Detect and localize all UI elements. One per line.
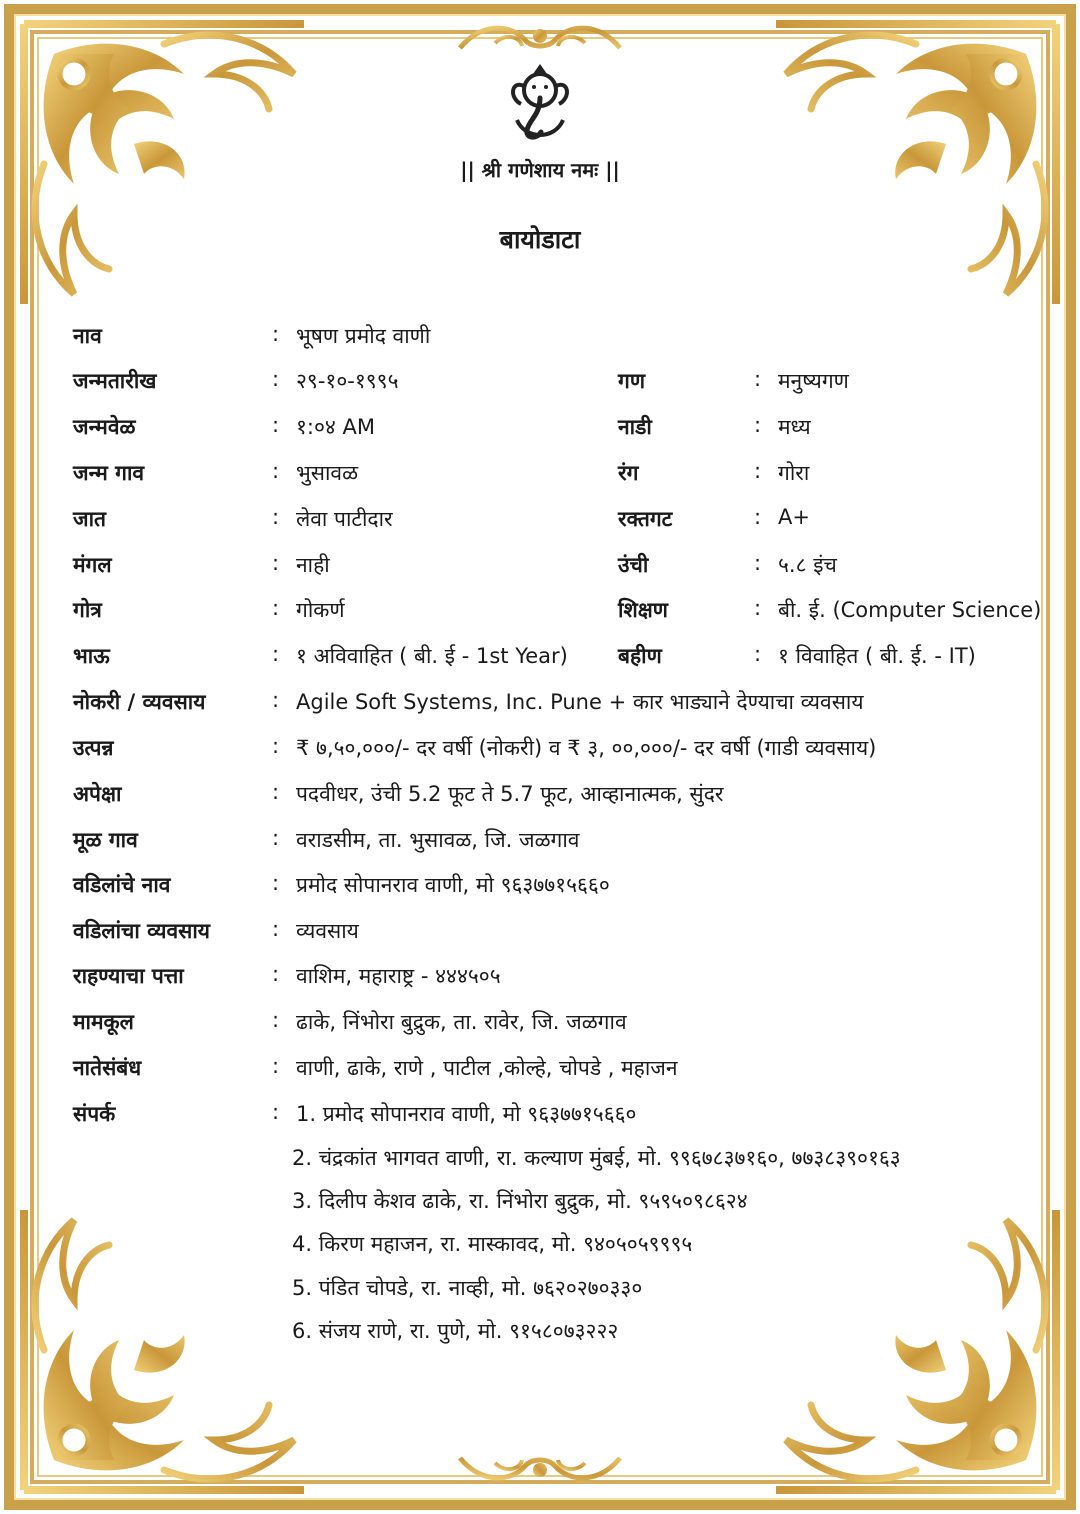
invocation-text: || श्री गणेशाय नमः || bbox=[460, 158, 620, 182]
field-label-right: शिक्षण bbox=[618, 598, 668, 622]
field-label: अपेक्षा bbox=[73, 782, 122, 806]
field-value: २९-१०-१९९५ bbox=[296, 369, 399, 393]
field-value-right: बी. ई. (Computer Science) bbox=[778, 598, 1042, 622]
separator-colon: : bbox=[272, 551, 280, 575]
separator-colon: : bbox=[272, 642, 280, 666]
field-label-right: नाडी bbox=[618, 415, 652, 439]
field-value: गोकर्ण bbox=[296, 598, 345, 622]
separator-colon: : bbox=[272, 780, 280, 804]
field-label-right: उंची bbox=[618, 553, 649, 577]
field-value: ढाके, निंभोरा बुद्रुक, ता. रावेर, जि. जळगाव bbox=[296, 1010, 627, 1034]
field-value: भूषण प्रमोद वाणी bbox=[296, 324, 431, 348]
field-label: भाऊ bbox=[73, 644, 110, 668]
detail-row bbox=[0, 322, 1080, 358]
field-value: ₹ ७,५०,०००/- दर वर्षी (नोकरी) व ₹ ३, ००,०००/- दर वर्षी (गाडी व्यवसाय) bbox=[296, 736, 877, 760]
corner-ornament-bottom-left bbox=[14, 1200, 314, 1500]
field-value-right: ५.८ इंच bbox=[778, 553, 837, 577]
field-label: जन्मवेळ bbox=[73, 415, 136, 439]
field-label: नाव bbox=[73, 324, 102, 348]
field-label: जन्म गाव bbox=[73, 461, 145, 485]
field-label: मूळ गाव bbox=[73, 828, 138, 852]
separator-colon: : bbox=[754, 642, 762, 666]
detail-row bbox=[0, 1054, 1080, 1090]
separator-colon: : bbox=[754, 551, 762, 575]
field-label: जन्मतारीख bbox=[73, 369, 157, 393]
detail-row bbox=[0, 1008, 1080, 1044]
ganesh-icon bbox=[505, 60, 575, 144]
detail-row bbox=[0, 642, 1080, 678]
field-label: गोत्र bbox=[73, 598, 102, 622]
contact-list-item: 3. दिलीप केशव ढाके, रा. निंभोरा बुद्रुक, मो. ९५९५०९८६२४ bbox=[292, 1189, 748, 1213]
field-value-right: मनुष्यगण bbox=[778, 369, 849, 393]
field-label-right: रंग bbox=[618, 461, 639, 485]
separator-colon: : bbox=[272, 1008, 280, 1032]
field-label: राहण्याचा पत्ता bbox=[73, 964, 184, 988]
field-label: मंगल bbox=[73, 553, 112, 577]
detail-row bbox=[0, 459, 1080, 495]
field-label-right: बहीण bbox=[618, 644, 662, 668]
field-value: वराडसीम, ता. भुसावळ, जि. जळगाव bbox=[296, 828, 580, 852]
separator-colon: : bbox=[272, 505, 280, 529]
field-value: व्यवसाय bbox=[296, 919, 359, 943]
field-value: १:०४ AM bbox=[296, 415, 375, 439]
separator-colon: : bbox=[272, 1100, 280, 1124]
detail-row bbox=[0, 596, 1080, 632]
separator-colon: : bbox=[272, 459, 280, 483]
separator-colon: : bbox=[272, 688, 280, 712]
contact-list-item: 6. संजय राणे, रा. पुणे, मो. ९१५८०७३२२२ bbox=[292, 1319, 619, 1343]
detail-row bbox=[0, 367, 1080, 403]
separator-colon: : bbox=[754, 367, 762, 391]
field-value: वाशिम, महाराष्ट्र - ४४४५०५ bbox=[296, 964, 501, 988]
detail-row bbox=[0, 1100, 1080, 1136]
separator-colon: : bbox=[272, 734, 280, 758]
separator-colon: : bbox=[754, 413, 762, 437]
separator-colon: : bbox=[272, 1054, 280, 1078]
field-label: जात bbox=[73, 507, 106, 531]
contact-list-item: 2. चंद्रकांत भागवत वाणी, रा. कल्याण मुंबई, मो. ९९६७८३७१६०, ७७३८३९०१६३ bbox=[292, 1146, 901, 1170]
field-label: वडिलांचा व्यवसाय bbox=[73, 919, 210, 943]
document-title: बायोडाटा bbox=[499, 225, 581, 254]
field-value: भुसावळ bbox=[296, 461, 359, 485]
separator-colon: : bbox=[754, 505, 762, 529]
contact-list-item: 5. पंडित चोपडे, रा. नाव्ही, मो. ७६२०२७०३३० bbox=[292, 1276, 643, 1300]
separator-colon: : bbox=[754, 596, 762, 620]
field-value: १ अविवाहित ( बी. ई - 1st Year) bbox=[296, 644, 568, 668]
field-label-right: गण bbox=[618, 369, 646, 393]
field-value: Agile Soft Systems, Inc. Pune + कार भाड्याने देण्याचा व्यवसाय bbox=[296, 690, 864, 714]
separator-colon: : bbox=[754, 459, 762, 483]
field-value: प्रमोद सोपानराव वाणी, मो ९६३७७१५६६० bbox=[296, 873, 610, 897]
field-label-right: रक्तगट bbox=[618, 507, 673, 531]
detail-row bbox=[0, 917, 1080, 953]
field-value: लेवा पाटीदार bbox=[296, 507, 393, 531]
detail-row bbox=[0, 688, 1080, 724]
field-label: मामकूल bbox=[73, 1010, 134, 1034]
detail-row bbox=[0, 962, 1080, 998]
separator-colon: : bbox=[272, 871, 280, 895]
field-value-right: गोरा bbox=[778, 461, 810, 485]
separator-colon: : bbox=[272, 367, 280, 391]
separator-colon: : bbox=[272, 322, 280, 346]
corner-ornament-bottom-right bbox=[766, 1200, 1066, 1500]
top-scroll-flourish bbox=[450, 18, 630, 58]
field-value-right: १ विवाहित ( बी. ई. - IT) bbox=[778, 644, 976, 668]
detail-row bbox=[0, 734, 1080, 770]
separator-colon: : bbox=[272, 596, 280, 620]
field-label: उत्पन्न bbox=[73, 736, 114, 760]
field-value: वाणी, ढाके, राणे , पाटील ,कोल्हे, चोपडे , महाजन bbox=[296, 1056, 678, 1080]
detail-row bbox=[0, 780, 1080, 816]
detail-row bbox=[0, 826, 1080, 862]
field-value: नाही bbox=[296, 553, 330, 577]
field-value: 1. प्रमोद सोपानराव वाणी, मो ९६३७७१५६६० bbox=[296, 1102, 637, 1126]
separator-colon: : bbox=[272, 962, 280, 986]
detail-row bbox=[0, 413, 1080, 449]
field-label: संपर्क bbox=[73, 1102, 116, 1126]
separator-colon: : bbox=[272, 413, 280, 437]
contact-list-item: 4. किरण महाजन, रा. मास्कावद, मो. ९४०५०५९९९५ bbox=[292, 1232, 693, 1256]
bottom-scroll-flourish bbox=[450, 1448, 630, 1488]
detail-row bbox=[0, 551, 1080, 587]
field-label: नातेसंबंध bbox=[73, 1056, 142, 1080]
field-value-right: A+ bbox=[778, 505, 810, 529]
field-label: वडिलांचे नाव bbox=[73, 873, 171, 897]
detail-row bbox=[0, 871, 1080, 907]
detail-row bbox=[0, 505, 1080, 541]
separator-colon: : bbox=[272, 826, 280, 850]
separator-colon: : bbox=[272, 917, 280, 941]
field-label: नोकरी / व्यवसाय bbox=[73, 690, 206, 714]
field-value-right: मध्य bbox=[778, 415, 811, 439]
field-value: पदवीधर, उंची 5.2 फूट ते 5.7 फूट, आव्हानात्मक, सुंदर bbox=[296, 782, 724, 806]
